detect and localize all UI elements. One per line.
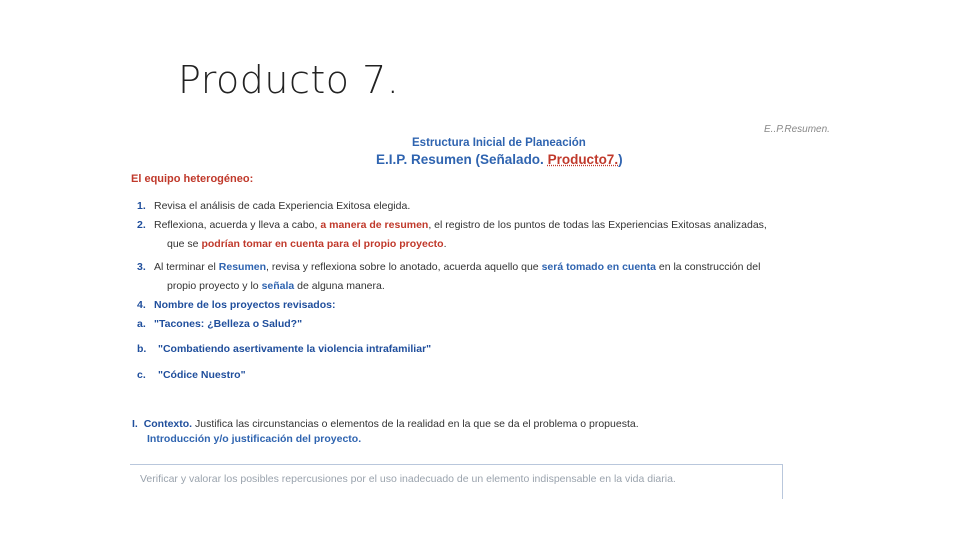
intro-label: El equipo heterogéneo: bbox=[131, 173, 254, 185]
project-name: "Códice Nuestro" bbox=[158, 369, 246, 381]
slide-title: Producto 7. bbox=[178, 58, 400, 102]
item-text: Reflexiona, acuerda y lleva a cabo, bbox=[154, 219, 321, 231]
item-text: propio proyecto y lo bbox=[167, 280, 262, 292]
project-letter: c. bbox=[137, 369, 146, 381]
item-text: , revisa y reflexiona sobre lo anotado, acuerda aquello que bbox=[266, 261, 542, 273]
item-number: 2. bbox=[137, 219, 146, 231]
item-emphasis: a manera de resumen bbox=[320, 219, 429, 231]
item-text: de alguna manera. bbox=[294, 280, 385, 292]
context-label: Contexto. bbox=[143, 418, 193, 430]
item-text: Al terminar el bbox=[154, 261, 219, 273]
text-box bbox=[130, 464, 783, 499]
item-emphasis: podrían tomar en cuenta para el propio proyecto bbox=[201, 238, 444, 250]
project-letter: b. bbox=[137, 343, 147, 355]
item-emphasis: será tomado en cuenta bbox=[541, 261, 656, 273]
item-text: Revisa el análisis de cada Experiencia Exitosa elegida. bbox=[154, 200, 411, 212]
item-number: 3. bbox=[137, 261, 146, 273]
list-item-3-continued bbox=[167, 280, 385, 292]
context-roman: I. bbox=[132, 418, 138, 430]
project-name: "Combatiendo asertivamente la violencia intrafamiliar" bbox=[158, 343, 432, 355]
project-letter: a. bbox=[137, 318, 146, 330]
item-number: 1. bbox=[137, 200, 146, 212]
item-emphasis: Resumen bbox=[218, 261, 267, 273]
subheading-main: E.I.P. Resumen (Señalado. bbox=[376, 152, 548, 167]
document-image bbox=[128, 118, 840, 508]
project-name: "Tacones: ¿Belleza o Salud?" bbox=[154, 318, 303, 330]
doc-heading: Estructura Inicial de Planeación bbox=[412, 137, 586, 149]
subheading-close: ) bbox=[618, 152, 623, 167]
project-c bbox=[137, 369, 246, 381]
doc-subheading bbox=[376, 152, 623, 167]
list-item-4 bbox=[137, 299, 335, 311]
list-item-2 bbox=[137, 219, 767, 231]
list-item-2-continued bbox=[167, 238, 447, 250]
reference-label: E..P.Resumen. bbox=[764, 124, 830, 135]
context-subtitle: Introducción y/o justificación del proyecto. bbox=[147, 433, 362, 445]
list-item-3 bbox=[137, 261, 760, 273]
item-number: 4. bbox=[137, 299, 146, 311]
subheading-product: Producto7. bbox=[547, 152, 619, 167]
item-text: que se bbox=[167, 238, 202, 250]
item-text: Nombre de los proyectos revisados: bbox=[154, 299, 336, 311]
item-text: , el registro de los puntos de todas las Experiencias Exitosas analizadas, bbox=[428, 219, 767, 231]
item-text: en la construcción del bbox=[655, 261, 761, 273]
list-item-1 bbox=[137, 200, 410, 212]
context-text: Justifica las circunstancias o elementos de la realidad en la que se da el problema o propuesta. bbox=[192, 418, 639, 430]
context-line bbox=[132, 418, 639, 430]
item-text: . bbox=[443, 238, 447, 250]
item-emphasis: señala bbox=[261, 280, 295, 292]
text-box-content: Verificar y valorar los posibles repercusiones por el uso inadecuado de un elemento indispensable en la vida diaria. bbox=[140, 473, 676, 485]
project-a bbox=[137, 318, 302, 330]
project-b bbox=[137, 343, 431, 355]
